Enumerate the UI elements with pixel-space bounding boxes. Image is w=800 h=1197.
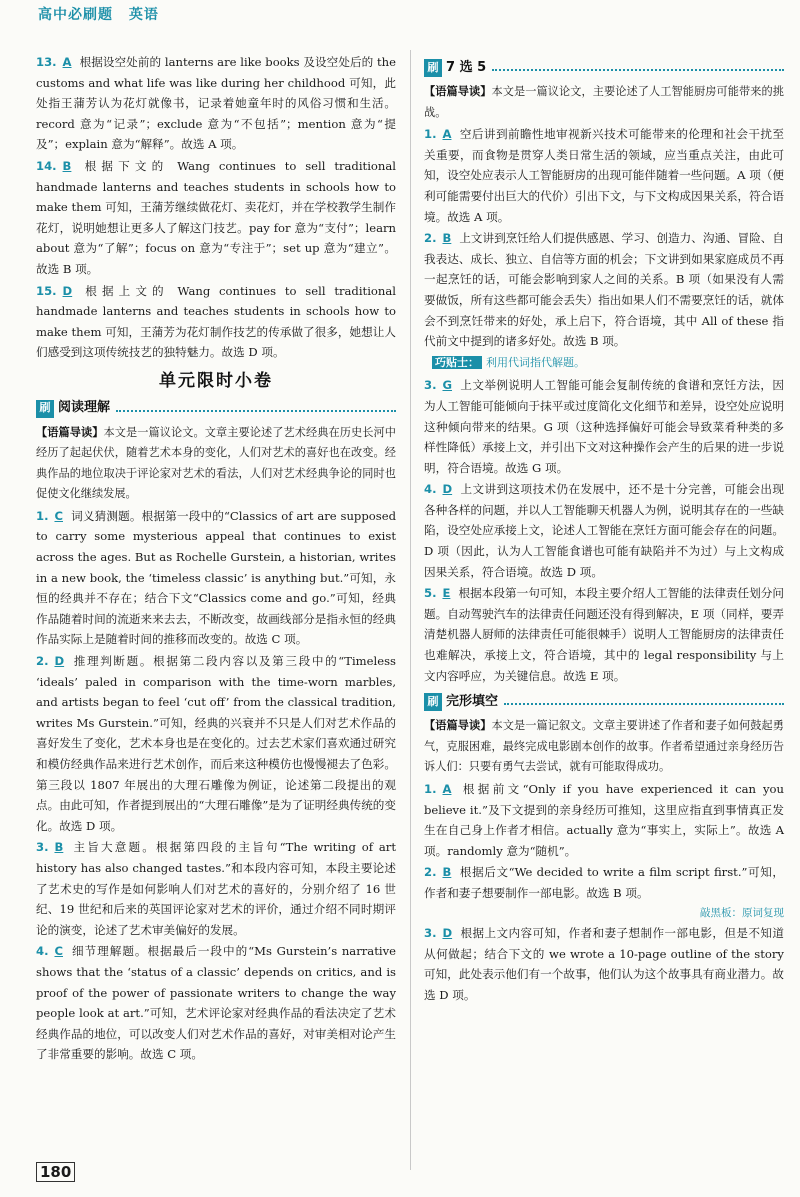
answer-13 [36,52,396,155]
answer-letter: C [54,944,63,959]
explanation: 根据后文“We decided to write a film script first.”可知，作者和妻子想要制作一部电影。故选 B 项。 [424,865,784,900]
passage-intro [424,716,784,778]
page-number: 180 [36,1162,75,1182]
reading-answer-3 [36,837,396,940]
answer-letter: E [442,586,451,601]
passage-intro [424,82,784,123]
intro-text: 本文是一篇记叙文。文章主要讲述了作者和妻子如何鼓起勇气，克服困难，最终完成电影剧本创作的故事。作者希望通过亲身经历告诉人们：只要有勇气去尝试，就有可能取得成功。 [424,719,784,774]
answer-letter: B [54,840,64,855]
intro-label: 【语篇导读】 [36,425,104,439]
answer-letter: D [62,283,73,298]
explanation: 根据下文的 Wang continues to sell traditional handmade lanterns and teaches students in schools how to make them 可知，王蒲芳继续做花灯、卖花灯，并在学校教学生制作花灯，说明她想让更多人了解这门技艺。pay for 意为“支付”；learn about 意为“了解”；focus on 意为“专注于”；set up 意为“建立”。故选 B 项。 [36,158,396,276]
question-number: 3. [424,926,437,941]
header-bar [0,0,800,26]
running-header [38,4,169,24]
answer-14 [36,156,396,280]
cloze-answer-1 [424,779,784,861]
column-divider [410,50,411,1170]
explanation: 上文讲到这项技术仍在发展中，还不是十分完善，可能会出现各种各样的问题，并以人工智能聊天机器人为例，说明其存在的一些缺陷，设空处应承接上文，论述人工智能在烹饪方面可能会存在的问题。D 项（因此，认为人工智能食谱也可能有缺陷并不为过）与上文构成因果关系，符合语境。故选 D 项。 [424,482,784,579]
reading-answer-2 [36,651,396,836]
question-number: 1. [36,508,49,523]
answer-letter: D [442,926,453,941]
seven-answer-4 [424,479,784,582]
tip-note [432,353,784,374]
explanation: 上文讲到烹饪给人们提供感恩、学习、创造力、沟通、冒险、自我表达、成长、独立、自信等方面的机会；下文讲到如果家庭成员不再一起烹饪的话，可能会影响到家人之间的关系。B 项（如果没有人需要做饭，所有这些都可能会丢失）指出如果人们不需要烹饪的话，就体会不到烹饪带来的好处，承上启下，符合语境，其中 All of these 指代前文中提到的诸多好处。故选 B 项。 [424,231,784,349]
question-number: 14. [36,158,57,173]
explanation: 根据上文内容可知，作者和妻子想制作一部电影，但是不知道从何做起；结合下文的 we wrote a 10-page outline of the story 可知，此处表示他们有一个故事，他们认为这个故事具有商业潜力。故选 D 项。 [424,926,784,1002]
answer-letter: B [442,231,452,246]
seven-answer-1 [424,124,784,227]
dotted-rule [492,69,784,71]
section-badge: 刷 [424,59,442,77]
question-number: 5. [424,586,437,601]
question-number: 3. [36,840,49,855]
cloze-answer-3 [424,923,784,1005]
question-number: 2. [36,654,49,669]
section-seven-header [424,57,784,79]
tip-label: 巧贴士： [432,356,482,369]
answer-letter: B [442,865,452,880]
unit-title: 单元限时小卷 [159,370,273,391]
question-number: 4. [424,482,437,497]
section-title: 阅读理解 [58,400,111,416]
explanation: 根据前文“Only if you have experienced it can you believe it.”及下文提到的亲身经历可推知，这里应指直到事情真正发生在自己身上作者才相信。actually 意为“事实上，实际上”。故选 A 项。randomly 意为“随机”。 [424,782,784,858]
explanation: 根据设空处前的 lanterns are like books 及设空处后的 the customs and what life was like during her childhood 可知，此处指王蒲芳认为花灯就像书，记录着她童年时的风俗习惯和生活。record 意为“记录”；exclude 意为“不包括”；mention 意为“提及”；explain 意为“解释”。故选 A 项。 [36,55,396,152]
section-badge: 刷 [36,400,54,418]
question-number: 15. [36,283,57,298]
intro-text: 本文是一篇议论文，主要论述了人工智能厨房可能带来的挑战。 [424,85,784,119]
book-title: 高中必刷题 [38,7,113,23]
question-number: 4. [36,944,49,959]
dotted-rule [504,703,784,705]
dotted-rule [116,410,396,412]
seven-answer-5 [424,583,784,686]
reading-answer-4 [36,941,396,1065]
explanation: 根据上文的 Wang continues to sell traditional handmade lanterns and teaches students in schools how to make them 可知，王蒲芳为花灯制作技艺的传承做了很多，她想让人们感受到这项传统技艺的独特魅力。故选 D 项。 [36,283,396,360]
intro-label: 【语篇导读】 [424,85,492,98]
answer-letter: B [62,158,72,173]
key-note: 敲黑板：原词复现 [700,906,784,919]
question-number: 2. [424,231,437,246]
explanation: 上文举例说明人工智能可能会复制传统的食谱和烹饪方法，因为人工智能可能倾向于抹平或过度简化文化细节和差异，设空处应说明这种倾向带来的结果。G 项（这种选择偏好可能会导致菜肴种类的多样性降低）承接上文，并引出下文对这种操作会产生的后果的进一步说明，符合语境。故选 G 项。 [424,378,784,475]
left-column [36,52,396,1066]
answer-letter: G [442,378,453,393]
cloze-answer-2 [424,862,784,903]
answer-15 [36,281,396,363]
explanation: 词义猜测题。根据第一段中的“Classics of art are supposed to carry some mysterious appeal that continues to exist across the ages. But as Rochelle Gurstein, a historian, writes in a new book, the ‘timeless classic’ is anything but.”可知，永恒的经典并不存在；结合下文“Classics come and go.”可知，经典作品随着时间的流逝来来去去，不断改变，故画线部分是指永恒的经典作品实际上是随着时间的推移而改变的。故选 C 项。 [36,508,396,647]
question-number: 3. [424,378,437,393]
section-badge: 刷 [424,693,442,711]
section-title: 7 选 5 [446,59,487,75]
answer-letter: C [54,508,63,523]
question-number: 1. [424,127,437,142]
section-title: 完形填空 [446,693,499,709]
intro-label: 【语篇导读】 [424,719,492,733]
explanation: 细节理解题。根据最后一段中的“Ms Gurstein’s narrative shows that the ‘status of a classic’ depends on critics, and is proof of the power of passionate writers to change the way people look at art.”可知，艺术评论家对经典作品的看法决定了艺术经典作品的地位，可以改变人们对艺术作品的喜好，对审美相对论产生了非常重要的影响。故选 C 项。 [36,944,396,1062]
answer-letter: A [62,55,72,69]
answer-letter: A [442,127,452,142]
question-number: 2. [424,865,437,880]
explanation: 空后讲到前瞻性地审视新兴技术可能带来的伦理和社会干扰至关重要，而食物是贯穿人类日常生活的领域，应当重点关注，由此可知，设空处应表示人工智能厨房的出现可能伴随着一些问题。A 项（便利可能需要付出巨大的代价）引出下文，与下文构成因果关系，符合语境。故选 A 项。 [424,127,784,224]
question-number: 13. [36,55,57,69]
passage-intro [36,423,396,505]
subject-title: 英语 [128,7,159,23]
answer-letter: D [442,482,453,497]
section-reading-header [36,398,396,420]
reading-answer-1 [36,506,396,650]
explanation: 主旨大意题。根据第四段的主旨句“The writing of art history has also changed tastes.”和本段内容可知，本段主要论述了艺术史的写作是如何影响人们对艺术的喜好的，分别介绍了 16 世纪、19 世纪和后来的英国评论家对艺术的评价，通过介绍不同时期评论的演变，论述了艺术审美偏好的发展。 [36,840,396,937]
tip-text: 利用代词指代解题。 [486,355,585,369]
question-number: 1. [424,782,437,796]
seven-answer-3 [424,375,784,478]
answer-letter: A [442,782,452,796]
answer-letter: D [54,654,65,669]
seven-answer-2 [424,228,784,352]
section-cloze-header [424,691,784,713]
explanation: 推理判断题。根据第二段内容以及第三段中的“Timeless ‘ideals’ paled in comparison with the time-worn marbles, and artists began to feel ‘cut off’ from the classical tradition, writes Ms Gurstein.”可知，经典的兴衰并不只是人们对艺术作品的喜好发生了变化，艺术本身也是在变化的。过去艺术家们喜欢通过研究和模仿经典作品来进行艺术创作，而后来这种模仿也慢慢褪去了色彩。第三段以 1807 年展出的大理石雕像为例证，论述第二段提出的观点。由此可知，作者提到展出的“大理石雕像”是为了证明经典传统的变化。故选 D 项。 [36,654,396,833]
intro-text: 本文是一篇议论文。文章主要论述了艺术经典在历史长河中经历了起起伏伏，随着艺术本身的变化，人们对艺术的喜好也在改变。经典作品的地位取决于评论家对艺术的看法，人们对艺术经典争论的同时也促使文化继续发展。 [36,425,396,501]
right-column [424,52,784,1007]
explanation: 根据本段第一句可知，本段主要介绍人工智能的法律责任划分问题。自动驾驶汽车的法律责任问题还没有得到解决，E 项（同样，要弄清楚机器人厨师的法律责任可能很棘手）说明人工智能厨房的法律责任也难解决，承接上文，符合语境，其中的 legal responsibility 与上文内容呼应，为关键信息。故选 E 项。 [424,586,784,683]
